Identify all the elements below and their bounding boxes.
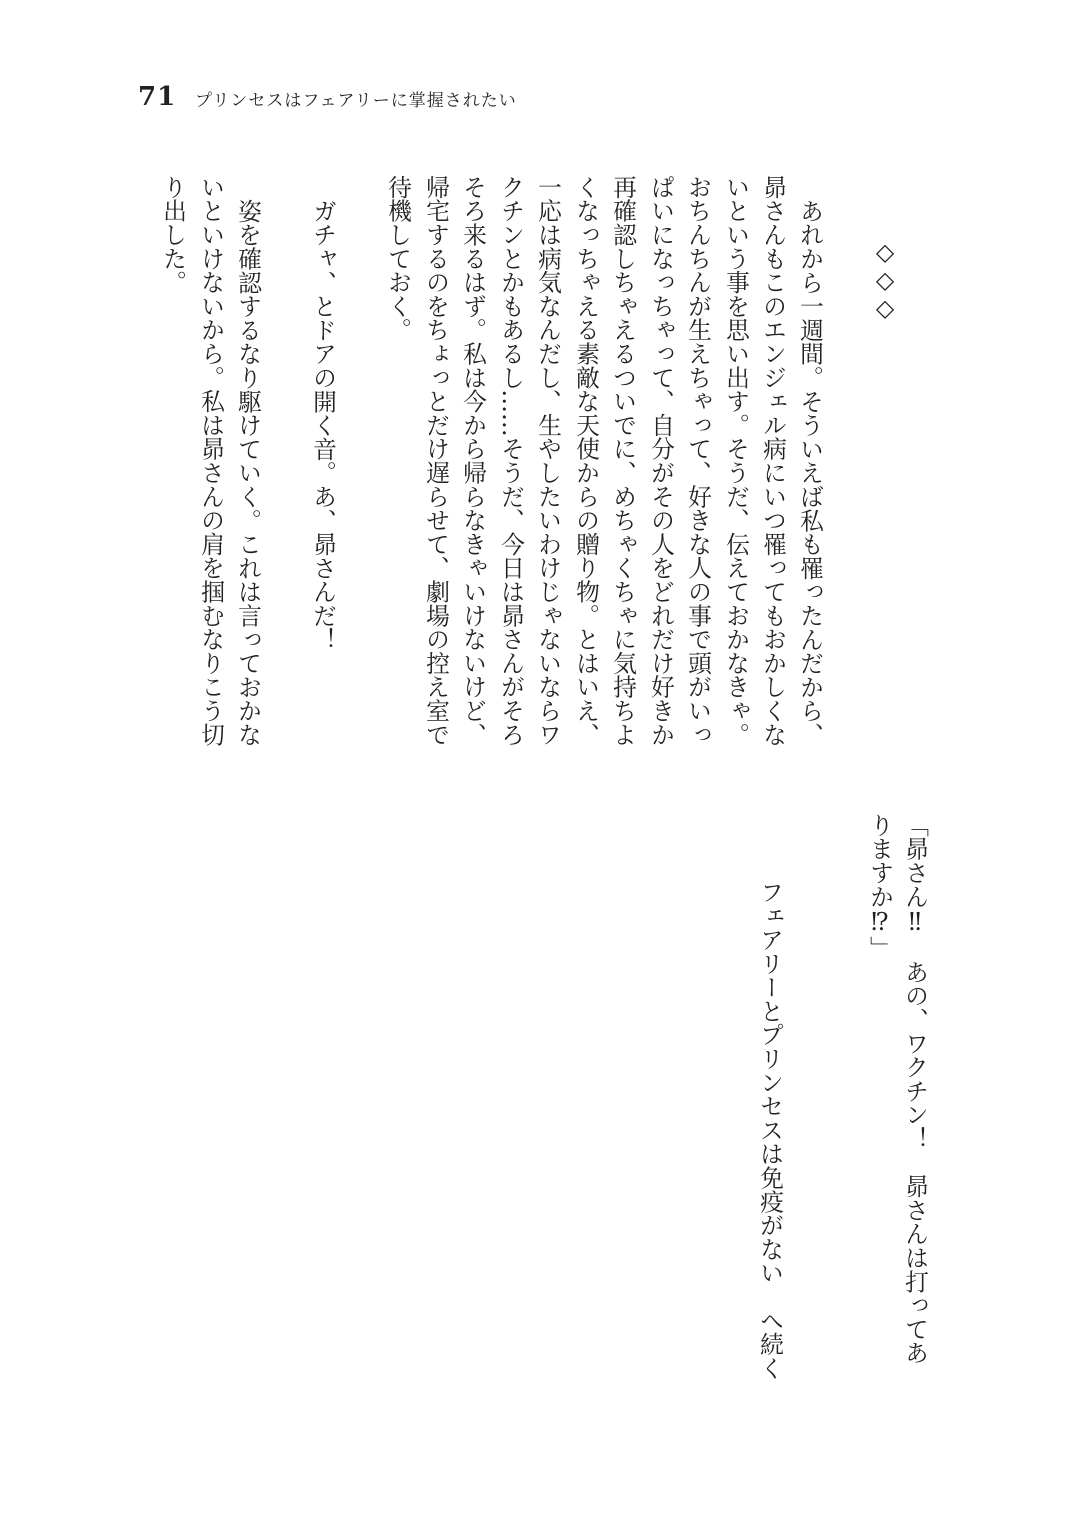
text-line: 待機しておく。: [384, 175, 412, 342]
page-number: 71: [138, 82, 177, 112]
text-line: 一応は病気なんだし、生やしたいわけじゃないならワ: [534, 175, 562, 747]
text-line: 昴さんもこのエンジェル病にいつ罹ってもおかしくな: [759, 175, 787, 747]
text-line: 姿を確認するなり駆けていく。これは言っておかな: [234, 199, 262, 747]
continuation-note: フェアリーとプリンセスは免疫がない へ続く: [756, 880, 784, 1380]
text-line: り出した。: [159, 175, 187, 294]
text-line: いという事を思い出す。そうだ、伝えておかなきゃ。: [722, 175, 750, 747]
text-line: ガチャ、とドアの開く音。あ、昴さんだ！: [309, 199, 337, 652]
text-line: あれから一週間。そういえば私も罹ったんだから、: [796, 199, 824, 747]
text-line: 再確認しちゃえるついでに、めちゃくちゃに気持ちよ: [609, 175, 637, 747]
text-line: そろ来るはず。私は今から帰らなきゃいけないけど、: [459, 175, 487, 747]
text-line: 帰宅するのをちょっとだけ遅らせて、劇場の控え室で: [422, 175, 450, 747]
running-head-title: プリンセスはフェアリーに掌握されたい: [195, 91, 517, 111]
text-line: くなっちゃえる素敵な天使からの贈り物。とはいえ、: [572, 175, 600, 747]
dialogue-line: 「昴さん‼ あの、ワクチン！ 昴さんは打ってあ: [901, 813, 929, 1365]
text-line: おちんちんが生えちゃって、好きな人の事で頭がいっ: [684, 175, 712, 747]
text-line: ぱいになっちゃって、自分がその人をどれだけ好きか: [647, 175, 675, 747]
section-break-mark: ◇◇◇: [871, 238, 899, 322]
text-line: クチンとかもあるし……そうだ、今日は昴さんがそろ: [497, 175, 525, 747]
dialogue-line: りますか⁉」: [866, 813, 894, 960]
text-line: いといけないから。私は昴さんの肩を掴むなりこう切: [197, 175, 225, 747]
